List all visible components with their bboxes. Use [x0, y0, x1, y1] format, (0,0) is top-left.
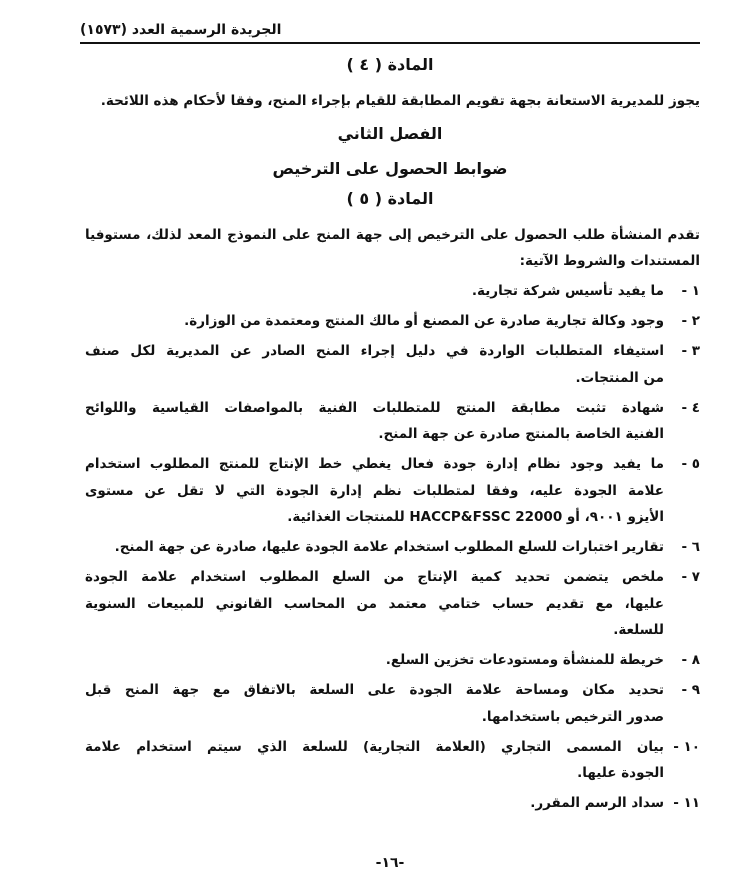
item-text — [85, 734, 664, 787]
item-text — [85, 278, 664, 305]
text-line: المستندات والشروط الآتية: — [519, 253, 700, 269]
text-line: سداد الرسم المقرر. — [530, 795, 664, 811]
item-number: ٢ - — [681, 313, 700, 329]
item-number: ٩ - — [681, 682, 700, 698]
text-line: عليها، مع تقديم حساب ختامي معتمد من المحاسب القانوني للمبيعات السنوية — [85, 595, 664, 612]
item-text — [85, 647, 664, 674]
article-4-text — [80, 88, 700, 115]
text-line: الأيزو ٩٠٠١، أو HACCP&FSSC 22000 للمنتجات الغذائية. — [287, 509, 664, 525]
list-item — [80, 677, 700, 730]
conditions-list — [80, 278, 700, 817]
text-line: للسلعة. — [613, 622, 664, 638]
item-number: ٦ - — [681, 539, 700, 555]
text-line: الجودة عليها. — [577, 765, 664, 781]
chapter-title: الفصل الثاني — [337, 123, 443, 143]
page-number: -١٦- — [375, 854, 405, 871]
item-text — [85, 534, 664, 561]
item-number: ١٠ - — [673, 738, 700, 755]
document-page — [80, 0, 700, 891]
text-line: صدور الترخيص باستخدامها. — [481, 708, 664, 725]
text-line: ما يفيد وجود نظام إدارة جودة فعال يغطي خط الإنتاج للمنتج المطلوب استخدام — [85, 456, 664, 472]
list-item — [80, 564, 700, 644]
text-line: تحديد مكان ومساحة علامة الجودة على السلعة بالاتفاق مع جهة المنح قبل — [85, 682, 664, 698]
item-number: ١١ - — [673, 795, 700, 811]
article-5-intro — [80, 222, 700, 275]
text-line: استيفاء المتطلبات الواردة في دليل إجراء المنح الصادر عن المديرية لكل صنف — [85, 343, 664, 359]
item-text — [85, 451, 664, 531]
header-rule — [80, 42, 700, 44]
list-item — [80, 395, 700, 448]
list-item — [80, 734, 700, 787]
item-number: ٣ - — [681, 343, 700, 359]
list-item — [80, 790, 700, 817]
item-text — [85, 308, 664, 335]
text-line: ما يفيد تأسيس شركة تجارية. — [471, 283, 664, 299]
item-text — [85, 790, 664, 817]
item-number: ١ - — [681, 283, 700, 299]
list-item — [80, 451, 700, 531]
article-4-heading: المادة ( ٤ ) — [346, 55, 434, 74]
item-text — [85, 564, 664, 644]
text-line: تقارير اختبارات للسلع المطلوب استخدام علامة الجودة عليها، صادرة عن جهة المنح. — [114, 539, 664, 555]
item-text — [85, 395, 664, 448]
text-line: الفنية الخاصة بالمنتج صادرة عن جهة المنح. — [378, 426, 664, 442]
list-item — [80, 278, 700, 305]
list-item — [80, 338, 700, 391]
text-line: شهادة تثبت مطابقة المنتج للمتطلبات الفنية بالمواصفات القياسية واللوائح — [85, 399, 664, 416]
item-number: ٨ - — [681, 652, 700, 668]
text-line: ملخص يتضمن تحديد كمية الإنتاج من السلع المطلوب استخدام علامة الجودة — [85, 569, 664, 585]
text-line: تقدم المنشأة طلب الحصول على الترخيص إلى جهة المنح على النموذج المعد لذلك، مستوفيا — [85, 226, 700, 243]
list-item — [80, 647, 700, 674]
text-line: من المنتجات. — [575, 369, 664, 386]
text-line: خريطة للمنشأة ومستودعات تخزين السلع. — [385, 652, 664, 668]
text-line: وجود وكالة تجارية صادرة عن المصنع أو مالك المنتج ومعتمدة من الوزارة. — [184, 313, 664, 329]
item-text — [85, 677, 664, 730]
item-text — [85, 338, 664, 391]
item-number: ٥ - — [681, 456, 700, 472]
chapter-subtitle: ضوابط الحصول على الترخيص — [272, 158, 508, 178]
article-5-heading: المادة ( ٥ ) — [346, 188, 434, 208]
running-header: الجريدة الرسمية العدد (١٥٧٣) — [80, 22, 282, 38]
text-line: بيان المسمى التجاري (العلامة التجارية) للسلعة الذي سيتم استخدام علامة — [85, 738, 664, 755]
item-number: ٤ - — [681, 399, 700, 416]
item-number: ٧ - — [681, 569, 700, 585]
list-item — [80, 308, 700, 335]
list-item — [80, 534, 700, 561]
running-header-row — [80, 20, 700, 40]
text-line: علامة الجودة عليه، وفقا لمتطلبات نظم إدارة الجودة التي لا تقل عن مستوى — [85, 482, 664, 499]
text-line: يجوز للمديرية الاستعانة بجهة تقويم المطابقة للقيام بإجراء المنح، وفقا لأحكام هذه اللائحة. — [100, 93, 700, 109]
